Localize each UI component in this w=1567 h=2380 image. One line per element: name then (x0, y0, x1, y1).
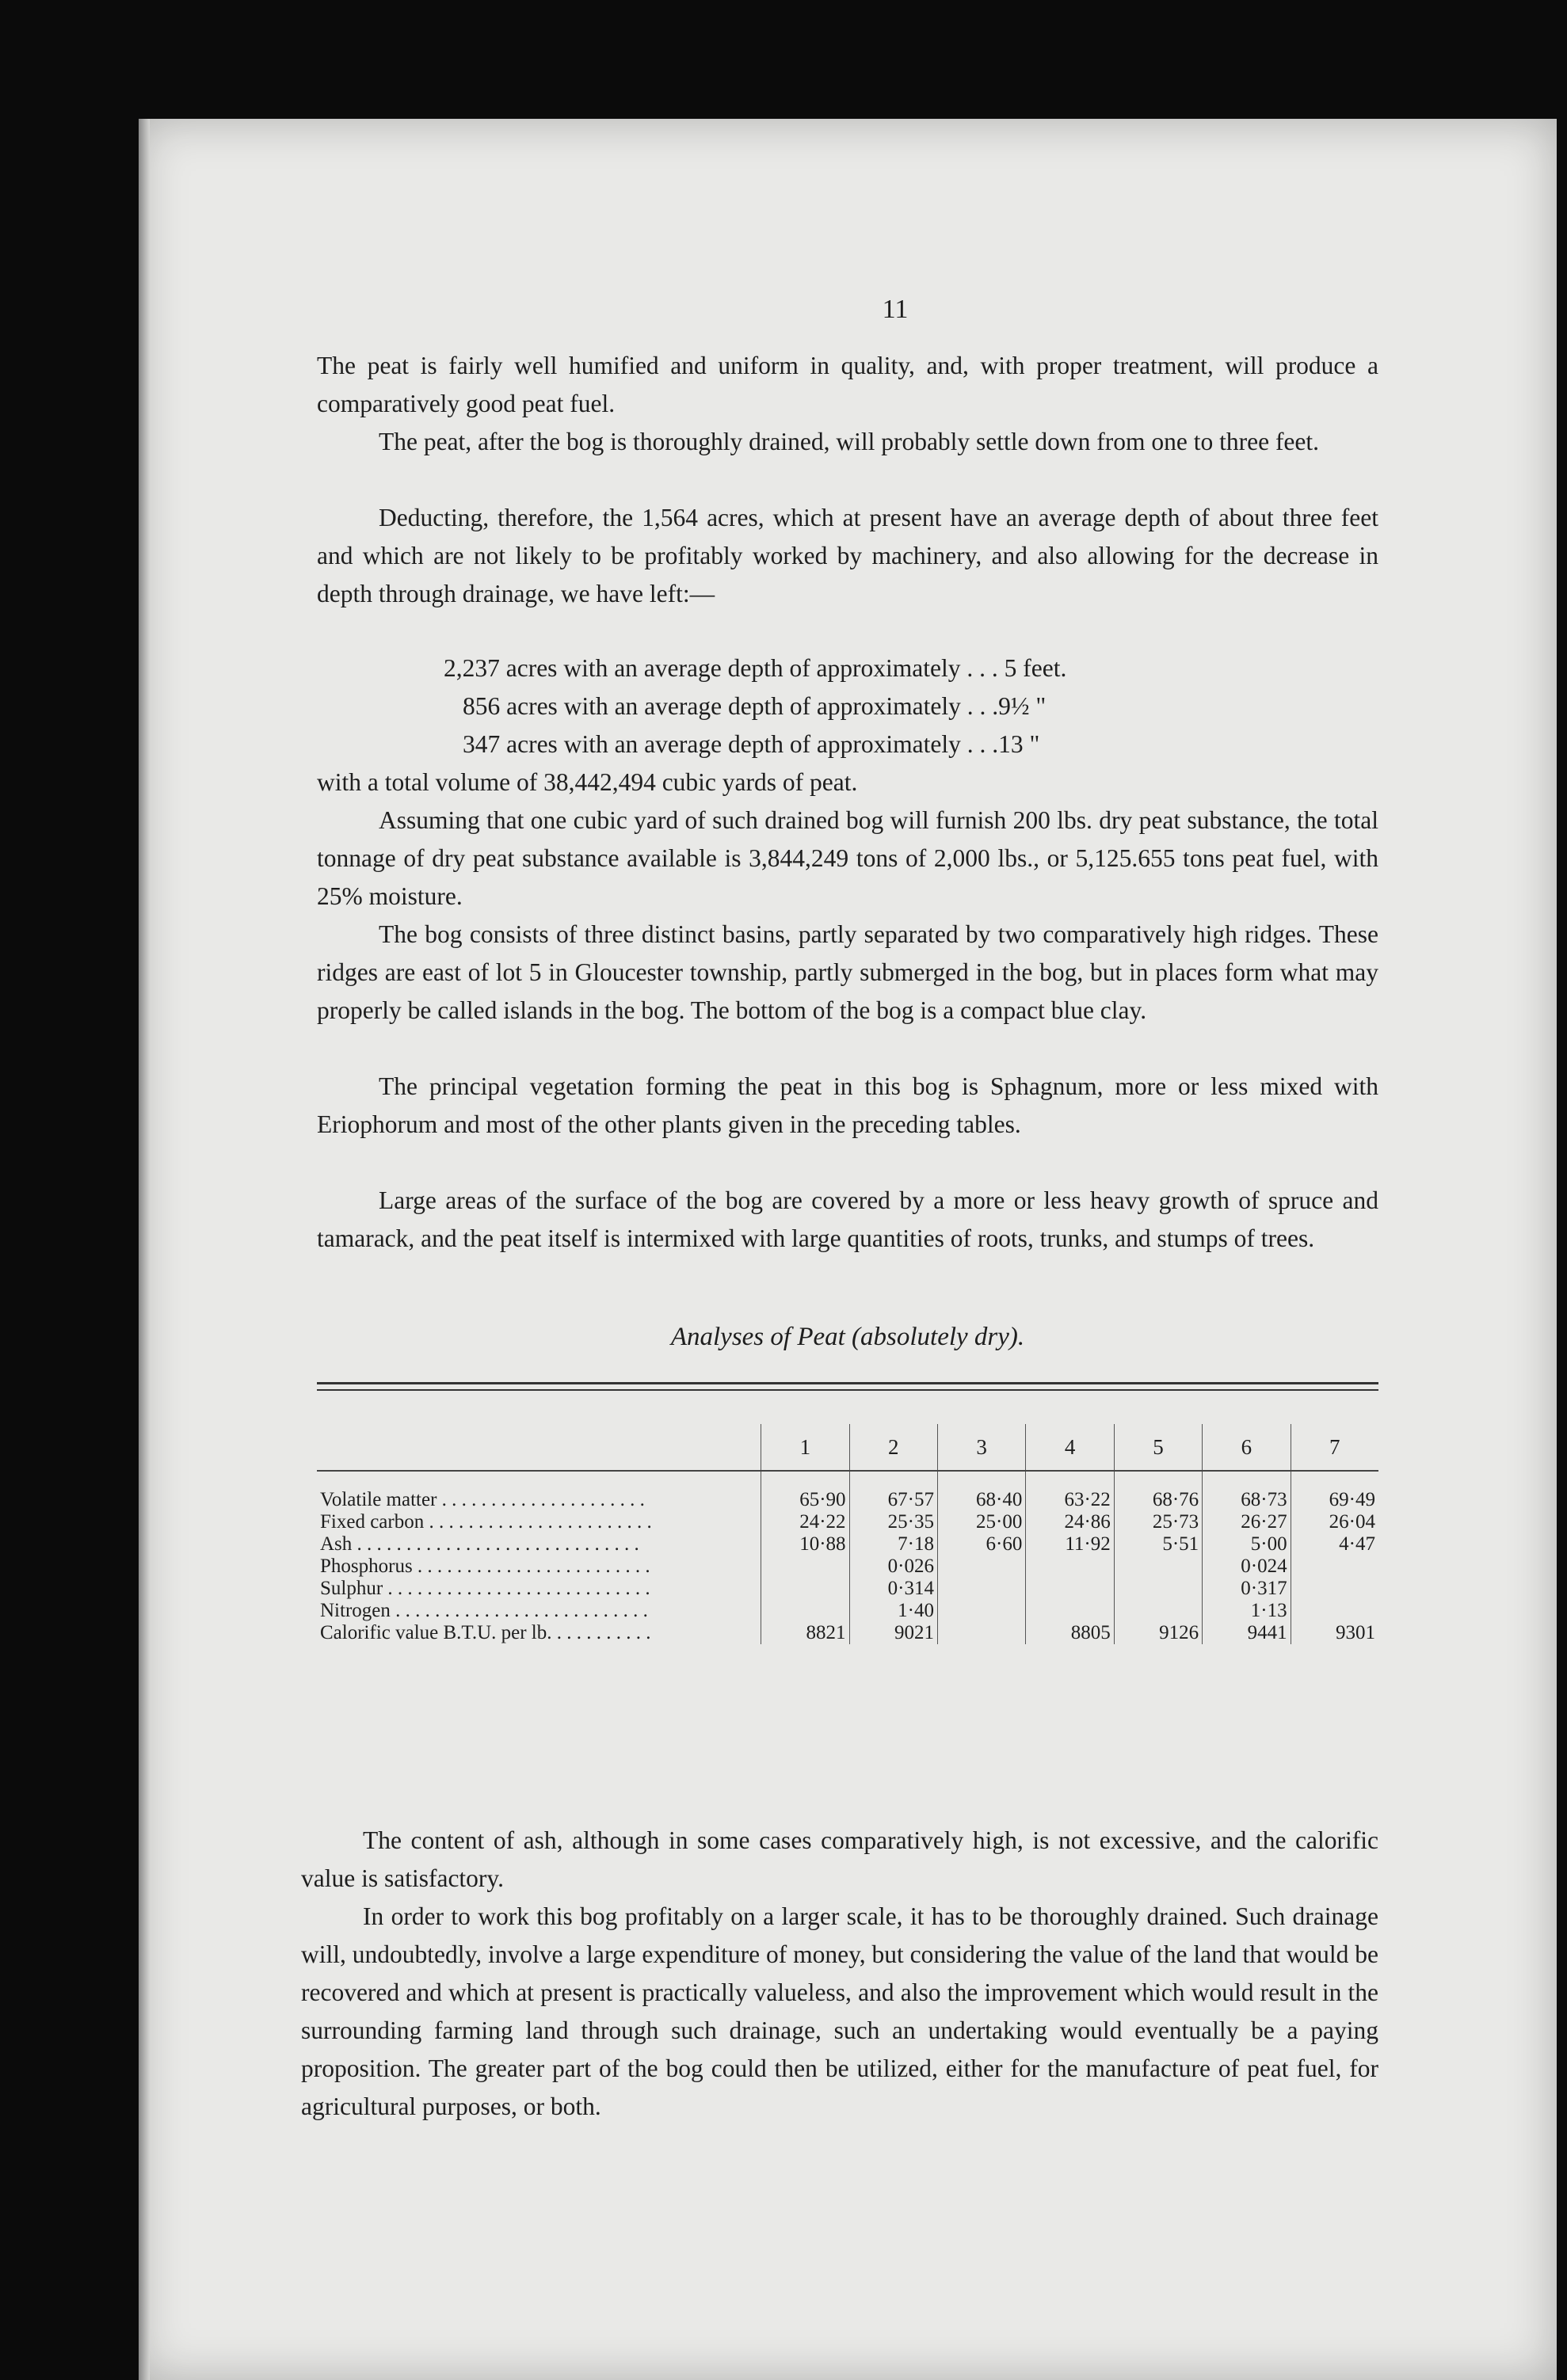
acreage-value: 2,237 (444, 654, 500, 682)
cell: 25·73 (1114, 1511, 1202, 1533)
row-label: Sulphur . . . . . . . . . . . . . . . . . . . . . . . . . . . (320, 1578, 650, 1599)
cell: 9441 (1203, 1622, 1291, 1644)
row-label: Volatile matter . . . . . . . . . . . . . . . . . . . . . (320, 1489, 645, 1510)
column-header: 1 (761, 1424, 849, 1471)
cell: 0·314 (849, 1578, 937, 1600)
analysis-table (317, 1424, 1378, 1644)
cell: 10·88 (761, 1533, 849, 1556)
paragraph-volume: with a total volume of 38,442,494 cubic yards of peat. (317, 768, 858, 796)
acreage-text: acres with an average depth of approximately . . .13 " (506, 730, 1040, 758)
cell (1114, 1556, 1202, 1578)
table-row (317, 1578, 1378, 1600)
row-label: Fixed carbon . . . . . . . . . . . . . . . . . . . . . . . (320, 1511, 652, 1533)
cell: 9021 (849, 1622, 937, 1644)
table-row (317, 1622, 1378, 1644)
cell: 0·026 (849, 1556, 937, 1578)
acreage-value: 347 (463, 730, 501, 758)
cell: 8805 (1026, 1622, 1114, 1644)
column-header: 5 (1114, 1424, 1202, 1471)
cell: 6·60 (937, 1533, 1025, 1556)
cell: 26·27 (1203, 1511, 1291, 1533)
cell: 69·49 (1291, 1471, 1378, 1511)
cell: 4·47 (1291, 1533, 1378, 1556)
acreage-text: acres with an average depth of approximately . . . 5 feet. (505, 654, 1067, 682)
cell: 24·22 (761, 1511, 849, 1533)
cell: 0·317 (1203, 1578, 1291, 1600)
cell (761, 1578, 849, 1600)
cell (1291, 1600, 1378, 1622)
cell: 67·57 (849, 1471, 937, 1511)
paragraph-peat-quality: The peat is fairly well humified and uniform in quality, and, with proper treatment, will produce a comparatively good peat fuel. (317, 352, 1378, 417)
acreage-value: 856 (463, 692, 501, 720)
paragraph-surface: Large areas of the surface of the bog are covered by a more or less heavy growth of spruce and tamarack, and the peat itself is intermixed with large quantities of roots, trunks, and stumps of trees. (317, 1186, 1378, 1252)
cell: 1·13 (1203, 1600, 1291, 1622)
paragraph-vegetation: The principal vegetation forming the peat in this bog is Sphagnum, more or less mixed with Eriophorum and most of the other plants given in the preceding tables. (317, 1072, 1378, 1138)
acreage-line (463, 725, 1039, 764)
table-header-row (317, 1424, 1378, 1471)
cell: 7·18 (849, 1533, 937, 1556)
column-header: 7 (1291, 1424, 1378, 1471)
cell: 68·76 (1114, 1471, 1202, 1511)
paragraph-ash-content: The content of ash, although in some cases comparatively high, is not excessive, and the calorific value is satisfactory. (301, 1826, 1378, 1892)
cell (1291, 1578, 1378, 1600)
cell (1114, 1600, 1202, 1622)
page-number: 11 (882, 295, 909, 324)
cell: 9301 (1291, 1622, 1378, 1644)
cell: 65·90 (761, 1471, 849, 1511)
cell: 68·40 (937, 1471, 1025, 1511)
cell: 1·40 (849, 1600, 937, 1622)
page-edge (139, 119, 150, 2380)
table-top-rule (317, 1382, 1378, 1384)
row-label: Calorific value B.T.U. per lb. . . . . . . . . . . (320, 1622, 651, 1643)
row-label: Nitrogen . . . . . . . . . . . . . . . . . . . . . . . . . . (320, 1600, 648, 1621)
cell (937, 1600, 1025, 1622)
acreage-text: acres with an average depth of approximately . . .9½ " (506, 692, 1047, 720)
cell: 8821 (761, 1622, 849, 1644)
cell: 25·00 (937, 1511, 1025, 1533)
cell: 9126 (1114, 1622, 1202, 1644)
paragraph-basins: The bog consists of three distinct basins, partly separated by two comparatively high ridges. These ridges are east of lot 5 in Gloucester township, partly submerged in the bog, but in places form what may properly be called islands in the bog. The bottom of the bog is a compact blue clay. (317, 920, 1378, 1024)
row-label: Phosphorus . . . . . . . . . . . . . . . . . . . . . . . . (320, 1556, 650, 1577)
cell (1026, 1556, 1114, 1578)
table-row (317, 1533, 1378, 1556)
paragraph-drainage: In order to work this bog profitably on a larger scale, it has to be thoroughly drained. Such drainage will, undoubtedly, involve a large expenditure of money, but considering the value of the land that would be recovered and which at present is practically valueless, and also the improvement which would result in the surrounding farming land through such drainage, such an undertaking would eventually be a paying proposition. The greater part of the bog could then be utilized, either for the manufacture of peat fuel, for agricultural purposes, or both. (301, 1902, 1378, 2120)
cell (761, 1556, 849, 1578)
cell: 24·86 (1026, 1511, 1114, 1533)
column-header: 6 (1203, 1424, 1291, 1471)
cell (937, 1622, 1025, 1644)
cell: 5·00 (1203, 1533, 1291, 1556)
cell: 68·73 (1203, 1471, 1291, 1511)
cell (1026, 1578, 1114, 1600)
paragraph-deducting: Deducting, therefore, the 1,564 acres, which at present have an average depth of about three feet and which are not likely to be profitably worked by machinery, and also allowing for the decrease in depth through drainage, we have left:— (317, 504, 1378, 607)
table-title: Analyses of Peat (absolutely dry). (670, 1323, 1025, 1351)
paragraph-settling: The peat, after the bog is thoroughly drained, will probably settle down from one to three feet. (379, 428, 1320, 455)
cell (937, 1556, 1025, 1578)
cell (1291, 1556, 1378, 1578)
scanned-page (139, 119, 1557, 2380)
cell: 11·92 (1026, 1533, 1114, 1556)
column-header: 2 (849, 1424, 937, 1471)
acreage-line (463, 687, 1046, 725)
table-top-rule-thin (317, 1389, 1378, 1391)
table-row (317, 1471, 1378, 1511)
cell (1026, 1600, 1114, 1622)
column-header: 3 (937, 1424, 1025, 1471)
cell (761, 1600, 849, 1622)
cell: 0·024 (1203, 1556, 1291, 1578)
cell: 25·35 (849, 1511, 937, 1533)
table-header-label (317, 1424, 761, 1471)
cell (1114, 1578, 1202, 1600)
cell (937, 1578, 1025, 1600)
acreage-line (444, 649, 1066, 687)
paragraph-assuming: Assuming that one cubic yard of such drained bog will furnish 200 lbs. dry peat substance, the total tonnage of dry peat substance available is 3,844,249 tons of 2,000 lbs., or 5,125.655 tons peat fuel, with 25% moisture. (317, 806, 1378, 910)
cell: 26·04 (1291, 1511, 1378, 1533)
cell: 5·51 (1114, 1533, 1202, 1556)
row-label: Ash . . . . . . . . . . . . . . . . . . . . . . . . . . . . . (320, 1533, 639, 1555)
cell: 63·22 (1026, 1471, 1114, 1511)
table-row (317, 1556, 1378, 1578)
table-row (317, 1600, 1378, 1622)
column-header: 4 (1026, 1424, 1114, 1471)
table-row (317, 1511, 1378, 1533)
